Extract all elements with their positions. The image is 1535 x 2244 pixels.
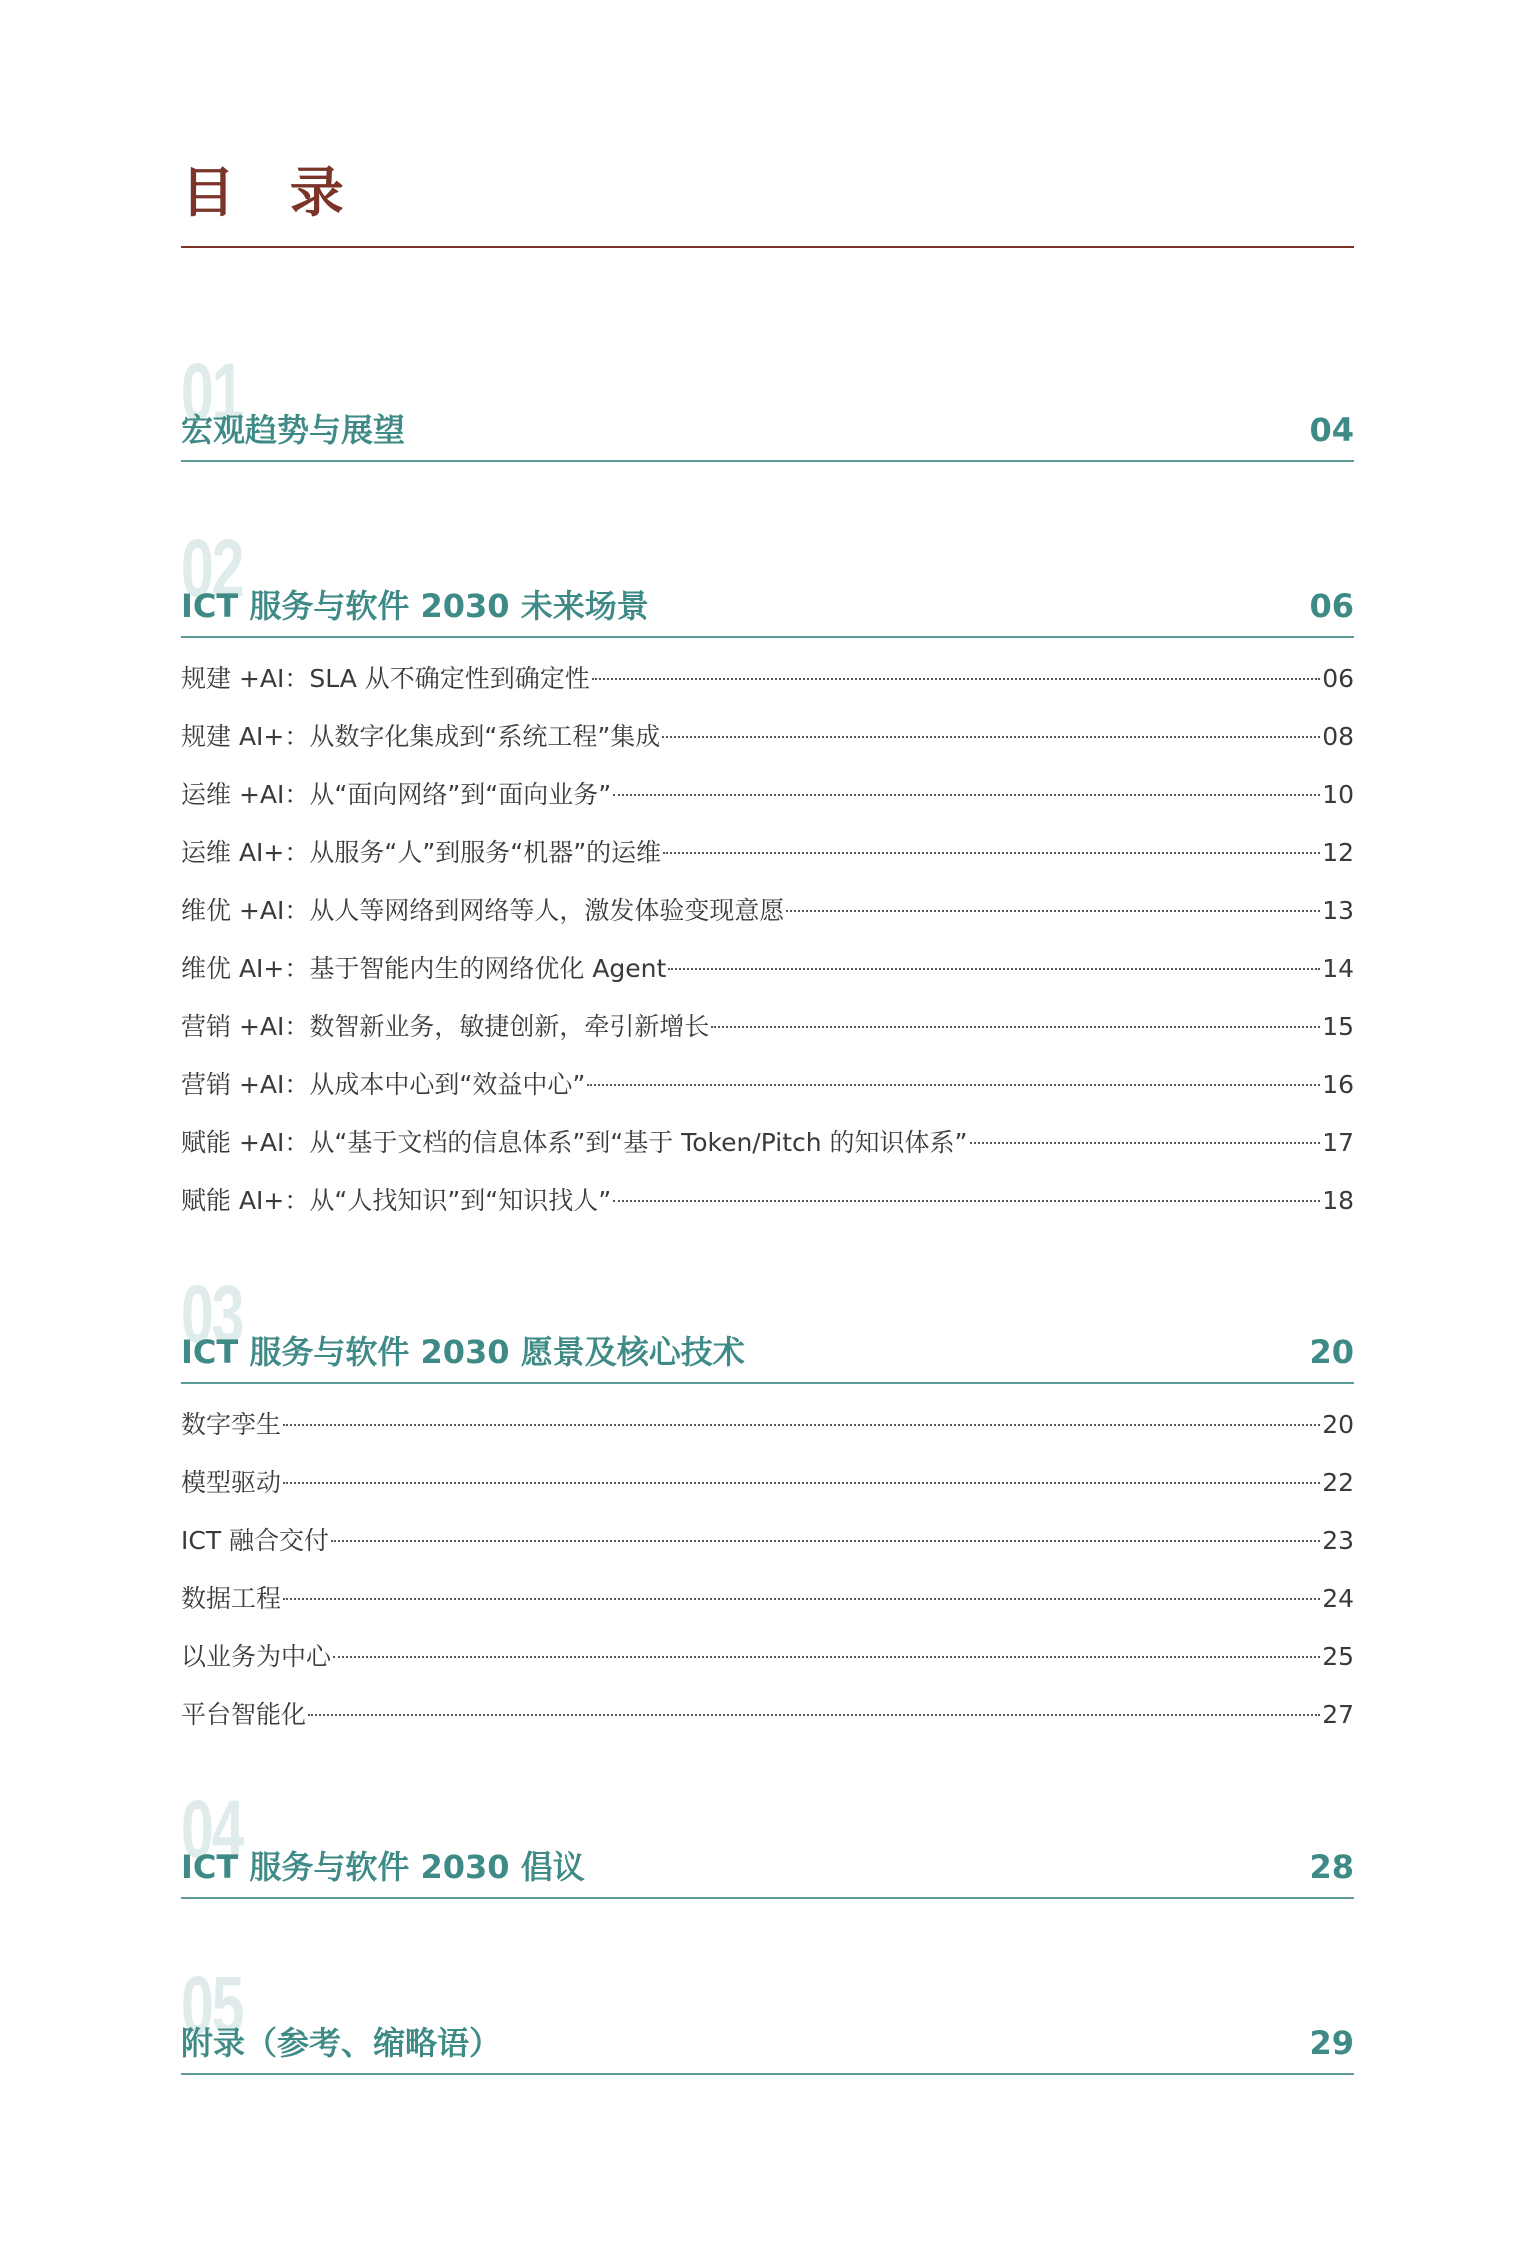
section-title: 附录（参考、缩略语） [181,2024,502,2062]
section-header[interactable] [181,523,1354,638]
toc-item-page: 27 [1322,1700,1354,1729]
toc-item-page: 20 [1322,1410,1354,1439]
toc-item[interactable] [181,650,1354,708]
toc-item-page: 06 [1322,664,1354,693]
section-page-number: 28 [1309,1848,1354,1886]
dot-leader [283,1424,1320,1426]
toc-item[interactable] [181,1396,1354,1454]
toc-item-title: ICT 融合交付 [181,1526,330,1555]
toc-item-page: 12 [1322,838,1354,867]
toc-item-title: 赋能 +AI：从“基于文档的信息体系”到“基于 Token/Pitch 的知识体系” [181,1128,968,1157]
section-page-number: 04 [1309,411,1354,449]
toc-item-page: 08 [1322,722,1354,751]
section-number: 03 [181,1269,243,1360]
toc-item-list [181,650,1354,1230]
dot-leader [613,1200,1320,1202]
toc-item-title: 运维 AI+：从服务“人”到服务“机器”的运维 [181,838,662,867]
dot-leader [283,1598,1320,1600]
dot-leader [333,1656,1320,1658]
toc-item[interactable] [181,1454,1354,1512]
dot-leader [592,678,1320,680]
section-divider [181,1382,1354,1384]
section-title: ICT 服务与软件 2030 未来场景 [181,587,649,625]
toc-item[interactable] [181,1114,1354,1172]
section-title: ICT 服务与软件 2030 倡议 [181,1848,585,1886]
section-page-number: 29 [1309,2024,1354,2062]
dot-leader [668,968,1320,970]
toc-section [181,347,1354,462]
section-page-number: 20 [1309,1333,1354,1371]
toc-item-page: 16 [1322,1070,1354,1099]
dot-leader [786,910,1320,912]
title-divider [181,246,1354,248]
section-title: ICT 服务与软件 2030 愿景及核心技术 [181,1333,745,1371]
section-divider [181,2073,1354,2075]
dot-leader [308,1714,1320,1716]
toc-item[interactable] [181,1570,1354,1628]
dot-leader [970,1142,1321,1144]
toc-item-title: 规建 AI+：从数字化集成到“系统工程”集成 [181,722,661,751]
dot-leader [331,1540,1320,1542]
toc-item-page: 14 [1322,954,1354,983]
toc-item-page: 10 [1322,780,1354,809]
toc-item-title: 运维 +AI：从“面向网络”到“面向业务” [181,780,612,809]
toc-item[interactable] [181,940,1354,998]
dot-leader [283,1482,1320,1484]
toc-item[interactable] [181,998,1354,1056]
toc-section [181,523,1354,1230]
toc-item-page: 24 [1322,1584,1354,1613]
section-header[interactable] [181,347,1354,462]
toc-item[interactable] [181,1686,1354,1744]
toc-item-title: 模型驱动 [181,1468,282,1497]
section-divider [181,636,1354,638]
toc-item[interactable] [181,1512,1354,1570]
section-header[interactable] [181,1784,1354,1899]
toc-item-page: 25 [1322,1642,1354,1671]
toc-item-title: 维优 AI+：基于智能内生的网络优化 Agent [181,954,667,983]
dot-leader [662,736,1320,738]
section-header[interactable] [181,1960,1354,2075]
toc-item[interactable] [181,1056,1354,1114]
section-number: 05 [181,1960,243,2051]
toc-item[interactable] [181,882,1354,940]
section-divider [181,1897,1354,1899]
toc-item[interactable] [181,1628,1354,1686]
dot-leader [587,1084,1320,1086]
page-title: 目 录 [181,161,362,224]
toc-item-page: 13 [1322,896,1354,925]
section-title: 宏观趋势与展望 [181,411,406,449]
toc-item-title: 赋能 AI+：从“人找知识”到“知识找人” [181,1186,612,1215]
section-divider [181,460,1354,462]
toc-item-page: 23 [1322,1526,1354,1555]
toc-item[interactable] [181,766,1354,824]
toc-item-title: 以业务为中心 [181,1642,332,1671]
section-header[interactable] [181,1269,1354,1384]
toc-item-title: 数字孪生 [181,1410,282,1439]
section-number: 04 [181,1784,243,1875]
toc-item-title: 平台智能化 [181,1700,307,1729]
section-number: 02 [181,523,243,614]
toc-section [181,1269,1354,1744]
toc-item-page: 15 [1322,1012,1354,1041]
dot-leader [613,794,1320,796]
toc-item-page: 18 [1322,1186,1354,1215]
toc-item-page: 22 [1322,1468,1354,1497]
toc-item-title: 维优 +AI：从人等网络到网络等人，激发体验变现意愿 [181,896,785,925]
dot-leader [663,852,1320,854]
toc-item-title: 规建 +AI：SLA 从不确定性到确定性 [181,664,590,693]
toc-item-title: 营销 +AI：数智新业务，敏捷创新，牵引新增长 [181,1012,710,1041]
toc-item[interactable] [181,1172,1354,1230]
toc-item-list [181,1396,1354,1744]
toc-section [181,1960,1354,2075]
section-page-number: 06 [1309,587,1354,625]
toc-item-title: 营销 +AI：从成本中心到“效益中心” [181,1070,586,1099]
toc-item-title: 数据工程 [181,1584,282,1613]
toc-item[interactable] [181,824,1354,882]
toc-section [181,1784,1354,1899]
section-number: 01 [181,347,243,438]
dot-leader [711,1026,1320,1028]
toc-item-page: 17 [1322,1128,1354,1157]
toc-item[interactable] [181,708,1354,766]
